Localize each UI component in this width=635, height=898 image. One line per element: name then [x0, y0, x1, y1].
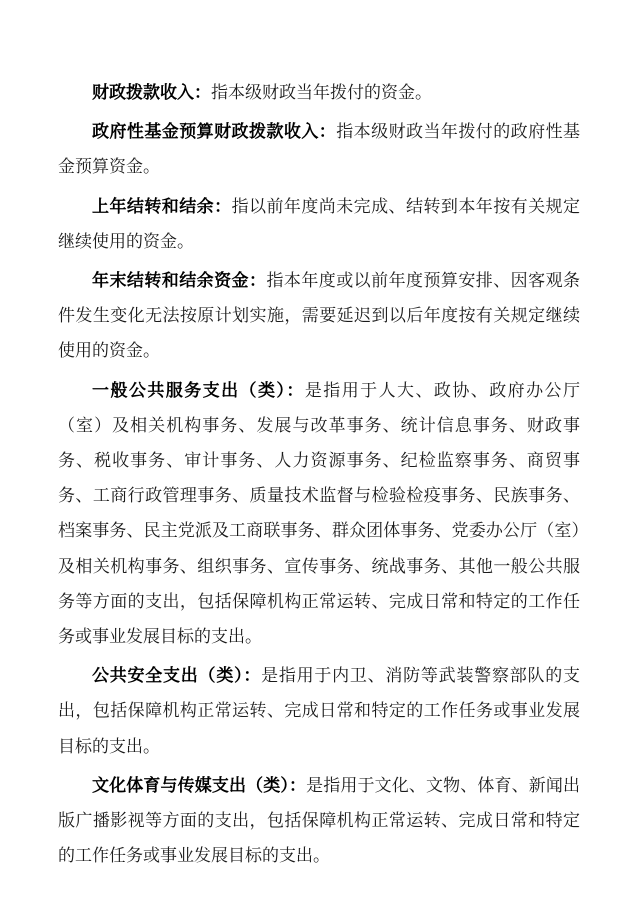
entry-definition: 是指用于文化、文物、体育、新闻出版广播影视等方面的支出，包括保障机构正常运转、完成日常和特定的工作任务或事业发展目标的支出。 — [58, 775, 580, 867]
document-body — [58, 76, 580, 874]
entry-term: 年末结转和结余资金： — [92, 271, 267, 292]
entry-definition: 是指用于人大、政协、政府办公厅（室）及相关机构事务、发展与改革事务、统计信息事务、财政事务、税收事务、审计事务、人力资源事务、纪检监察事务、商贸事务、工商行政管理事务、质量技术监督与检验检疫事务、民族事务、档案事务、民主党派及工商联事务、群众团体事务、党委办公厅（室）及相关机构事务、组织事务、宣传事务、统战事务、其他一般公共服务等方面的支出，包括保障机构正常运转、完成日常和特定的工作任务或事业发展目标的支出。 — [58, 380, 581, 648]
entry-term: 政府性基金预算财政拨款收入： — [92, 122, 337, 143]
entry-fiscal-appropriation-income — [58, 76, 580, 111]
entry-term: 公共安全支出（类）： — [92, 666, 262, 687]
entry-culture-sports-media-expenditure — [58, 769, 580, 875]
entry-general-public-services-expenditure — [58, 374, 580, 656]
entry-public-security-expenditure — [58, 659, 580, 765]
entry-term: 一般公共服务支出（类）： — [92, 380, 305, 401]
entry-definition: 是指用于内卫、消防等武装警察部队的支出，包括保障机构正常运转、完成日常和特定的工作任务或事业发展目标的支出。 — [58, 666, 581, 757]
entry-term: 文化体育与传媒支出（类）： — [92, 775, 307, 796]
entry-definition: 指以前年度尚未完成、结转到本年按有关规定继续使用的资金。 — [58, 196, 581, 252]
entry-term: 上年结转和结余： — [92, 196, 232, 217]
entry-term: 财政拨款收入： — [92, 83, 211, 103]
entry-definition: 指本年度或以前年度预算安排、因客观条件发生变化无法按原计划实施，需要延迟到以后年度按有关规定继续使用的资金。 — [58, 271, 581, 362]
entry-definition: 指本级财政当年拨付的政府性基金预算资金。 — [58, 122, 581, 178]
entry-government-fund-appropriation-income — [58, 115, 580, 185]
entry-prior-year-carryover — [58, 190, 580, 260]
entry-year-end-carryover-funds — [58, 264, 580, 370]
entry-definition: 指本级财政当年拨付的资金。 — [211, 83, 432, 103]
